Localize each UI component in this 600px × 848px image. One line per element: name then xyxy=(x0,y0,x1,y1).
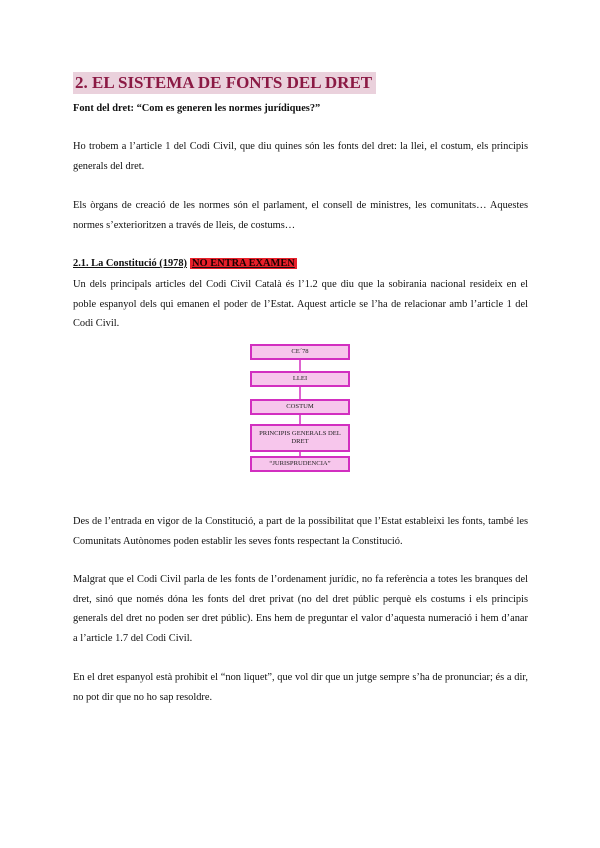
paragraph-organs: Els òrgans de creació de les normes són el parlament, el consell de ministres, les comunitats… Aquestes normes s’exterioritzen a través de lleis, de costums… xyxy=(73,200,528,231)
paragraph-dret-privat: Malgrat que el Codi Civil parla de les fonts de l’ordenament jurídic, no fa referència a totes les branques del dret, sinó que només dóna les fonts del dret privat (no del dret públic perquè els costums i els principis generals del dret no poden ser dret públic). Ens hem de preguntar el valor d’aquesta numeració i hem d’anar a l’article 1.7 del Codi Civil. xyxy=(73,574,528,644)
paragraph-codi-civil-catala: Un dels principals articles del Codi Civil Català és l’1.2 que diu que la sobirania nacional resideix en el poble espanyol dels qui emanen el poder de l’Estat. Aquest article se l’ha de relacionar amb l’article 1 del Codi Civil. xyxy=(73,279,528,329)
subsection-title: 2.1. La Constitució (1978) xyxy=(73,258,188,269)
paragraph-article-1: Ho trobem a l’article 1 del Codi Civil, que diu quines són les fonts del dret: la llei, el costum, els principis generals del dret. xyxy=(73,141,528,172)
hierarchy-level-custom: COSTUM xyxy=(250,399,350,415)
hierarchy-level-general-principles: PRINCIPIS GENERALS DEL DRET xyxy=(250,424,350,452)
exam-excluded-badge: NO ENTRA EXAMEN xyxy=(192,258,295,269)
paragraph-comunitats: Des de l’entrada en vigor de la Constitució, a part de la possibilitat que l’Estat estableixi les fonts, també les Comunitats Autònomes poden establir les seves fonts respectant la Constitució. xyxy=(73,516,528,547)
section-title: 2. EL SISTEMA DE FONTS DEL DRET xyxy=(73,72,376,94)
paragraph-question: Font del dret: “Com es generen les normes jurídiques?” xyxy=(73,103,321,114)
paragraph-non-liquet: En el dret espanyol està prohibit el “non liquet”, que vol dir que un jutge sempre s’ha de pronunciar; és a dir, no pot dir que no ho sap resoldre. xyxy=(73,672,528,703)
hierarchy-level-jurisprudence: “JURISPRUDENCIA” xyxy=(250,456,350,472)
subsection-heading xyxy=(73,256,297,272)
sources-hierarchy-diagram xyxy=(250,344,350,474)
hierarchy-level-law: LLEI xyxy=(250,371,350,387)
hierarchy-level-constitution: CE´78 xyxy=(250,344,350,360)
